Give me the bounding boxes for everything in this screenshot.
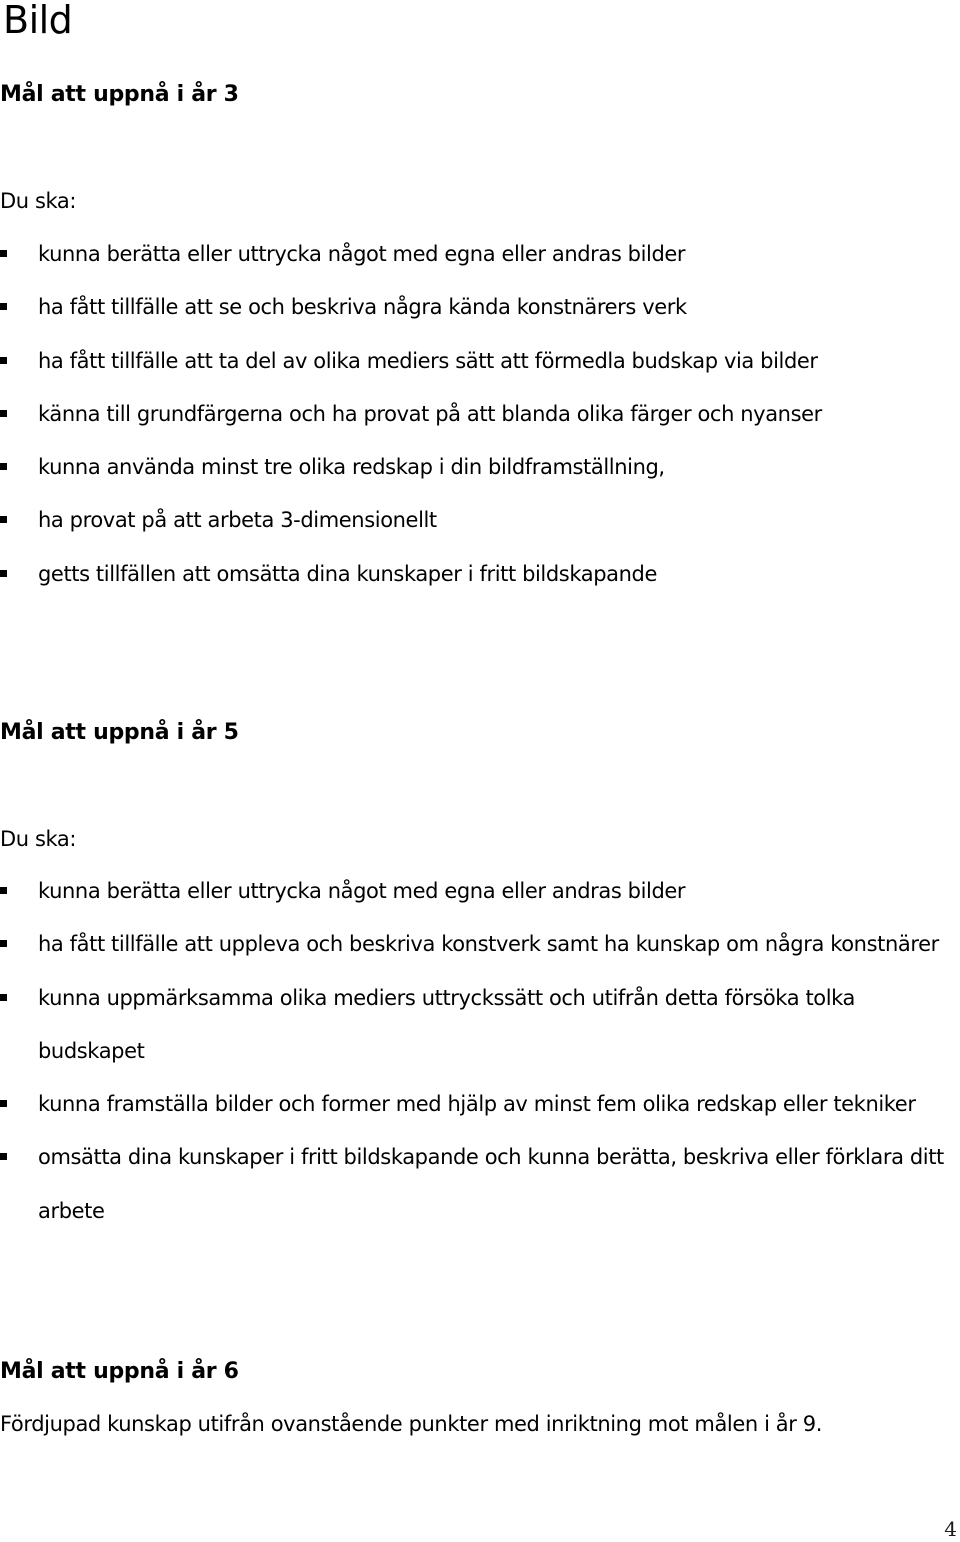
list-item: känna till grundfärgerna och ha provat på att blanda olika färger och nyanser: [0, 388, 960, 441]
section-heading-year-3: Mål att uppnå i år 3: [0, 82, 239, 107]
list-item: kunna berätta eller uttrycka något med egna eller andras bilder: [0, 865, 960, 918]
square-bullet-icon: [0, 1100, 7, 1107]
list-item: ha fått tillfälle att uppleva och beskriva konstverk samt ha kunskap om några konstnärer: [0, 918, 958, 971]
list-item: ha fått tillfälle att se och beskriva några kända konstnärers verk: [0, 281, 960, 334]
section-heading-year-6: Mål att uppnå i år 6: [0, 1359, 239, 1384]
square-bullet-icon: [0, 940, 7, 947]
square-bullet-icon: [0, 463, 7, 470]
list-item: omsätta dina kunskaper i fritt bildskapande och kunna berätta, beskriva eller förklara ditt arbete: [0, 1131, 958, 1238]
square-bullet-icon: [0, 994, 7, 1001]
square-bullet-icon: [0, 410, 7, 417]
square-bullet-icon: [0, 1153, 7, 1160]
page-number: 4: [944, 1517, 957, 1541]
goal-list-year-5: [0, 865, 960, 1238]
square-bullet-icon: [0, 570, 7, 577]
section-intro-year-5: Du ska:: [0, 827, 77, 851]
list-item: kunna använda minst tre olika redskap i din bildframställning,: [0, 441, 960, 494]
list-item: ha fått tillfälle att ta del av olika mediers sätt att förmedla budskap via bilder: [0, 335, 918, 388]
square-bullet-icon: [0, 887, 7, 894]
section-text-year-6: Fördjupad kunskap utifrån ovanstående punkter med inriktning mot målen i år 9.: [0, 1412, 822, 1436]
square-bullet-icon: [0, 250, 7, 257]
goal-list-year-3: [0, 228, 960, 601]
list-item: getts tillfällen att omsätta dina kunskaper i fritt bildskapande: [0, 548, 960, 601]
section-heading-year-5: Mål att uppnå i år 5: [0, 720, 239, 745]
list-item: kunna framställa bilder och former med hjälp av minst fem olika redskap eller tekniker: [0, 1078, 958, 1131]
list-item: kunna uppmärksamma olika mediers uttryckssätt och utifrån detta försöka tolka budskapet: [0, 972, 958, 1079]
list-item: kunna berätta eller uttrycka något med egna eller andras bilder: [0, 228, 960, 281]
list-item: ha provat på att arbeta 3-dimensionellt: [0, 494, 960, 547]
section-intro-year-3: Du ska:: [0, 189, 77, 213]
square-bullet-icon: [0, 303, 7, 310]
square-bullet-icon: [0, 516, 7, 523]
square-bullet-icon: [0, 357, 7, 364]
page-title: Bild: [3, 0, 73, 42]
